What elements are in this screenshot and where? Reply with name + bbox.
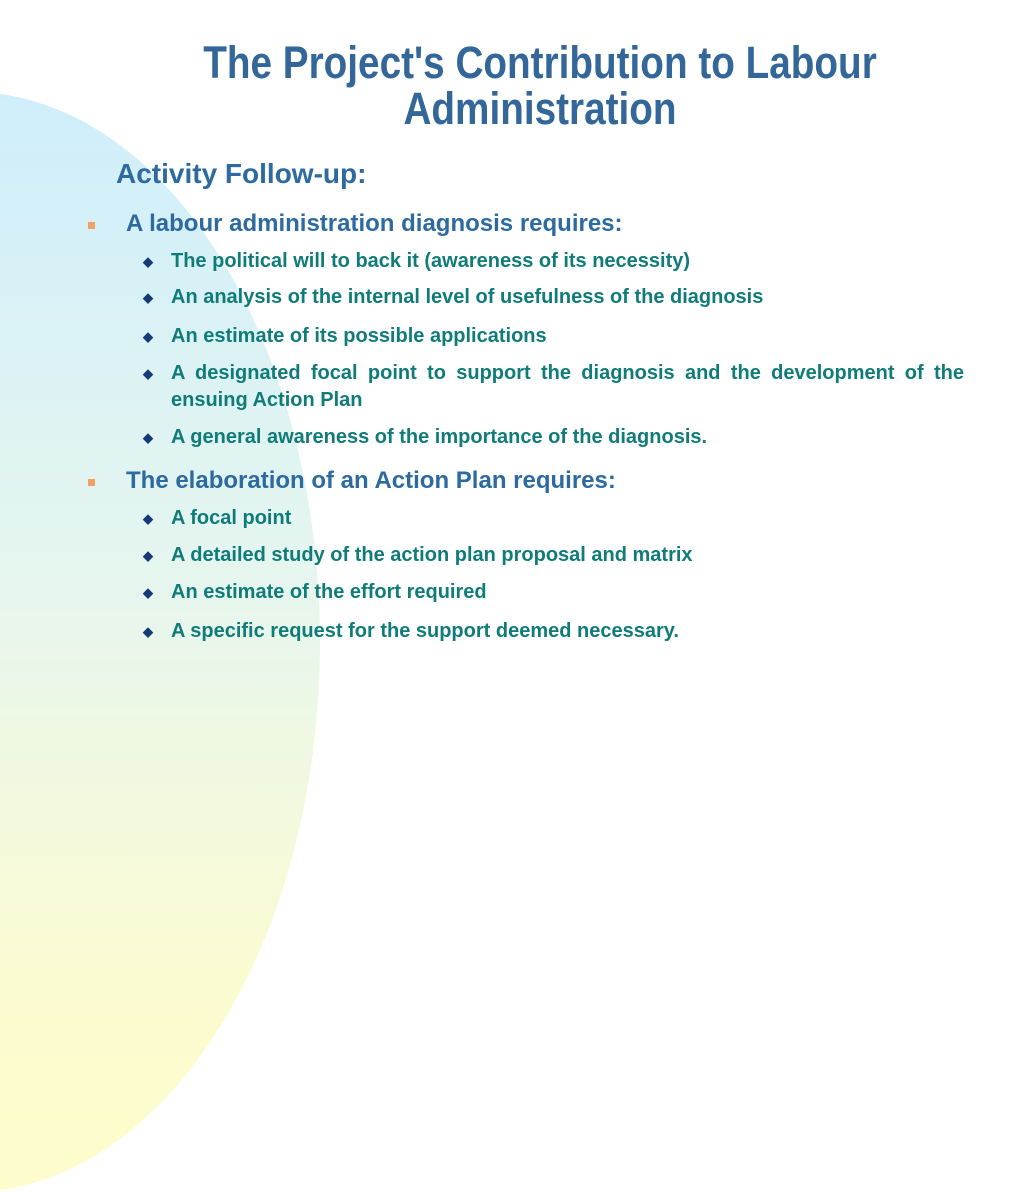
list-item-text: An estimate of its possible applications xyxy=(171,325,547,347)
list-item xyxy=(86,360,964,414)
list-item-text: A specific request for the support deemed necessary. xyxy=(171,620,679,642)
diamond-bullet-icon: ◆ xyxy=(143,430,153,445)
list-item-text: An analysis of the internal level of usefulness of the diagnosis xyxy=(171,286,764,308)
list-item xyxy=(86,284,964,311)
list-item-text: A general awareness of the importance of the diagnosis. xyxy=(171,426,708,448)
diamond-bullet-icon: ◆ xyxy=(143,511,153,526)
section-heading xyxy=(86,208,964,240)
list-item-text: A focal point xyxy=(171,507,292,529)
diamond-bullet-icon: ◆ xyxy=(143,624,153,639)
section-heading-text: The elaboration of an Action Plan requires: xyxy=(126,467,616,494)
list-item-text: A designated focal point to support the diagnosis and the development of the ensuing Action Plan xyxy=(171,362,964,411)
list-item xyxy=(86,424,964,451)
slide-title: The Project's Contribution to Labour Administration xyxy=(203,37,877,134)
list-item-text: The political will to back it (awareness of its necessity) xyxy=(171,250,691,272)
diamond-bullet-icon: ◆ xyxy=(143,548,153,563)
list-item-text: A detailed study of the action plan proposal and matrix xyxy=(171,544,693,566)
square-bullet-icon xyxy=(88,222,95,229)
diamond-bullet-icon: ◆ xyxy=(143,290,153,305)
section-heading-text: A labour administration diagnosis requires: xyxy=(126,210,623,237)
list-item xyxy=(86,542,964,569)
list-item-text: An estimate of the effort required xyxy=(171,581,487,603)
list-item xyxy=(86,323,964,350)
list-item xyxy=(86,618,964,645)
diamond-bullet-icon: ◆ xyxy=(143,366,153,381)
list-item xyxy=(86,248,964,275)
list-item xyxy=(86,505,964,532)
slide-subtitle: Activity Follow-up: xyxy=(116,158,367,189)
section-heading xyxy=(86,465,964,497)
diamond-bullet-icon: ◆ xyxy=(143,254,153,269)
diamond-bullet-icon: ◆ xyxy=(143,329,153,344)
diamond-bullet-icon: ◆ xyxy=(143,585,153,600)
square-bullet-icon xyxy=(88,479,95,486)
slide-body xyxy=(86,208,964,645)
list-item xyxy=(86,579,964,606)
